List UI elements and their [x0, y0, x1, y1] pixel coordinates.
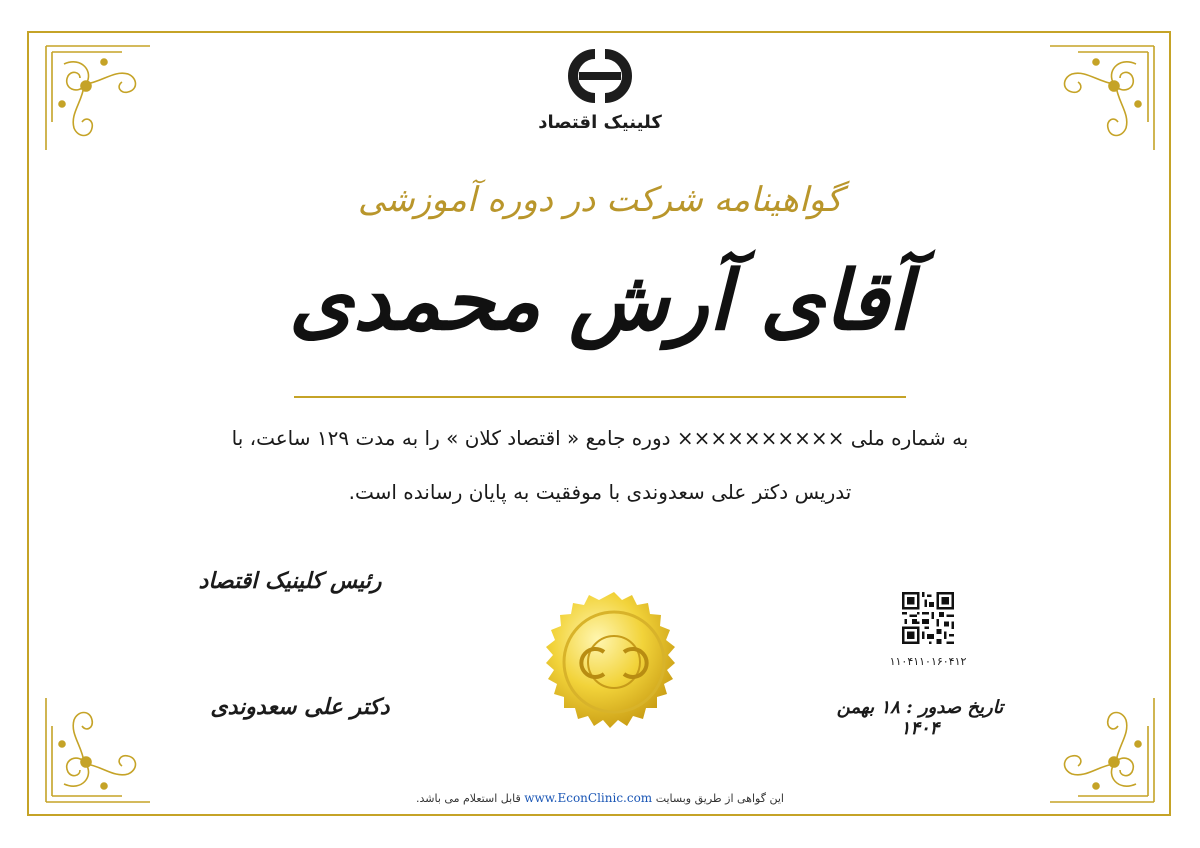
certificate-serial-number: ۱۱۰۴۱۱۰۱۶۰۴۱۲ — [889, 655, 967, 668]
corner-ornament-top-left — [42, 42, 154, 154]
brand-name: کلینیک اقتصاد — [538, 112, 662, 133]
corner-ornament-top-right — [1046, 42, 1158, 154]
footer-prefix: این گواهی از طریق وبسایت — [655, 792, 784, 805]
qr-code-icon[interactable] — [902, 592, 954, 644]
certificate-subtitle: گواهینامه شرکت در دوره آموزشی — [357, 180, 843, 220]
issue-date: تاریخ صدور : ۱۸ بهمن ۱۴۰۴ — [836, 697, 1004, 739]
signatory-name: دکتر علی سعدوندی — [210, 694, 390, 720]
website-link[interactable]: www.EconClinic.com — [524, 791, 653, 805]
corner-ornament-bottom-right — [1046, 694, 1158, 806]
signatory-title: رئیس کلینیک اقتصاد — [198, 568, 382, 594]
gold-seal-icon — [538, 590, 690, 742]
econclinic-logo-icon — [555, 44, 645, 108]
name-underline — [294, 396, 906, 398]
corner-ornament-bottom-left — [42, 694, 154, 806]
recipient-name: آقای آرش محمدی — [288, 253, 912, 349]
certificate-body-line-1: به شماره ملی ×××××××××× دوره جامع « اقتصاد کلان » را به مدت ۱۲۹ ساعت، با — [231, 426, 969, 450]
footer-suffix: قابل استعلام می باشد. — [416, 792, 521, 805]
footer-verification-note — [300, 791, 900, 805]
certificate-body-line-2: تدریس دکتر علی سعدوندی با موفقیت به پایان رسانده است. — [348, 480, 852, 504]
